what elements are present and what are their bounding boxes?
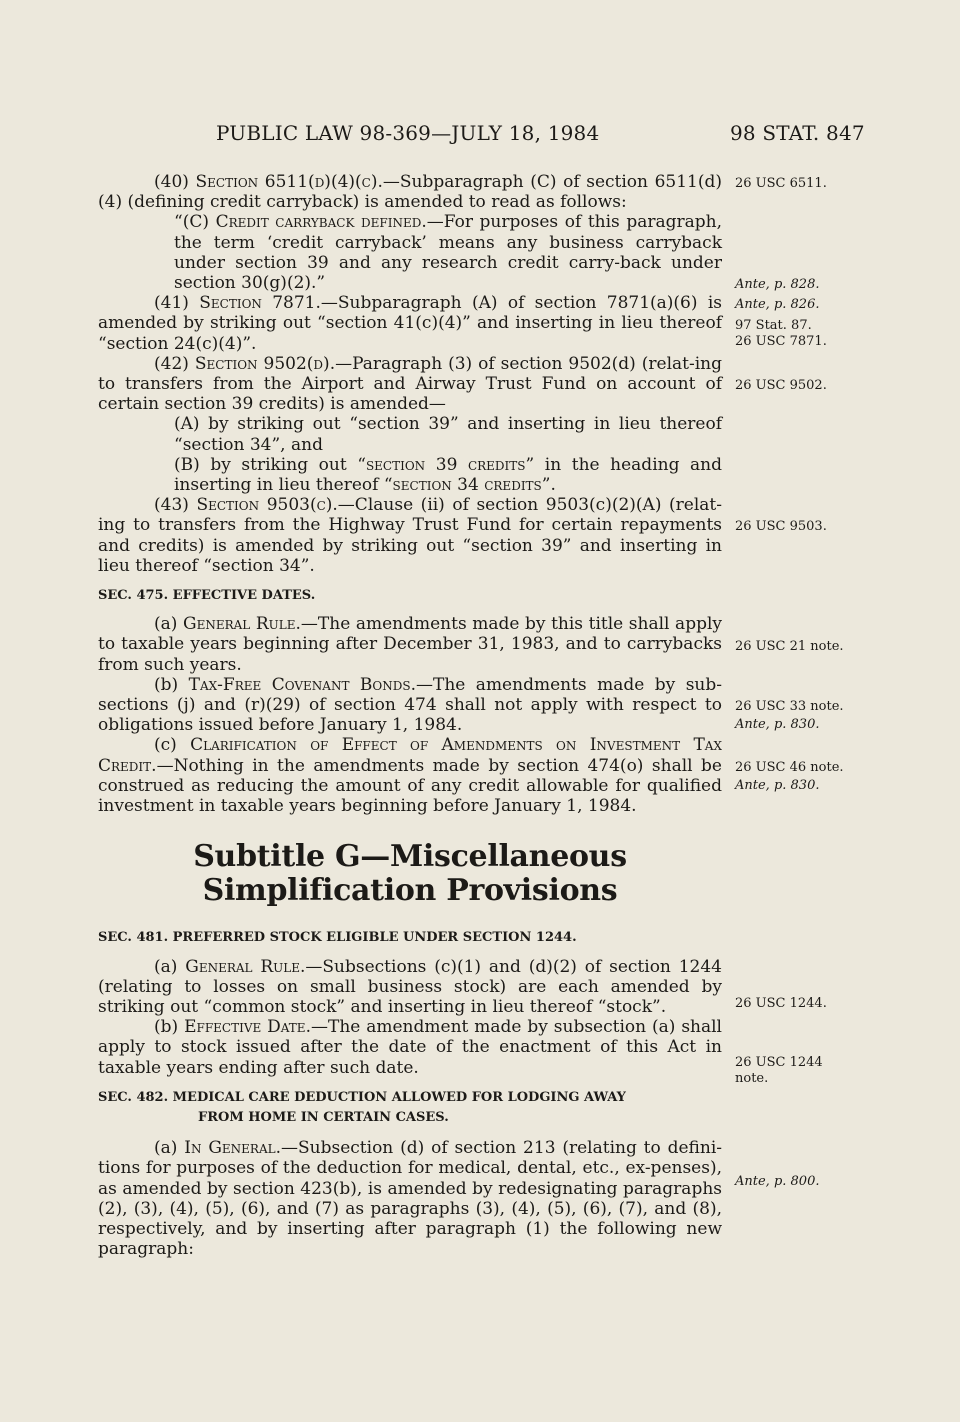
paragraph-40-quoted: “(C) Credit carryback defined.—For purposes of this paragraph, the term ‘credit carryback’ means any business carryback under section 39 and any research credit carry-back under section 30(g)(2).” (174, 212, 722, 294)
margin-note: note. (735, 1071, 769, 1086)
section-name: Section 9503(c) (196, 495, 333, 516)
paragraph-41: (41) Section 7871.—Subparagraph (A) of section 7871(a)(6) is amended by striking out “section 41(c)(4)” and inserting in lieu thereof “section 24(c)(4)”. (98, 293, 722, 354)
page-citation: 98 STAT. 847 (730, 121, 865, 145)
margin-note: Ante, p. 826. (735, 297, 820, 312)
margin-note: Ante, p. 830. (735, 778, 820, 793)
section-heading-475: SEC. 475. EFFECTIVE DATES. (98, 588, 316, 604)
section-481-b: (b) Effective Date.—The amendment made by subsection (a) shall apply to stock issued after the date of the enactment of this Act in taxable years ending after such date. (98, 1017, 722, 1078)
margin-note: 26 USC 9502. (735, 378, 827, 393)
margin-note: 97 Stat. 87. (735, 318, 812, 333)
paragraph-42-b: (B) by striking out “section 39 credits” in the heading and inserting in lieu thereof “section 34 credits”. (174, 454, 723, 496)
section-name: Section 7871 (199, 293, 316, 314)
paragraph-42: (42) Section 9502(d).—Paragraph (3) of section 9502(d) (relat-ing to transfers from the Airport and Airway Trust Fund on account of certain section 39 credits) is amended— (98, 353, 723, 415)
section-name: Credit carryback defined (215, 212, 422, 233)
margin-note: 26 USC 1244 (735, 1055, 823, 1070)
section-475-a: (a) General Rule.—The amendments made by this title shall apply to taxable years beginning after December 31, 1983, and to carrybacks from such years. (98, 614, 722, 675)
section-name: Section 9502(d) (194, 353, 330, 374)
margin-note: Ante, p. 800. (735, 1174, 820, 1189)
paragraph-42-a: (A) by striking out “section 39” and inserting in lieu thereof “section 34”, and (174, 414, 722, 455)
margin-note: Ante, p. 828. (735, 277, 820, 292)
section-482-a: (a) In General.—Subsection (d) of section 213 (relating to defini-tions for purposes of the deduction for medical, dental, etc., ex-penses), as amended by section 423(b), is amended by redesignating paragraphs (2), (3), (4), (5), (6), and (7) as paragraphs (3), (4), (5), (6), (7), and (8), respectively, and by inserting after paragraph (1) the following new paragraph: (98, 1138, 723, 1260)
section-475-c: (c) Clarification of Effect of Amendments on Investment Tax Credit.—Nothing in the amendments made by section 474(o) shall be construed as reducing the amount of any credit allowable for qualified investment in taxable years beginning before January 1, 1984. (98, 735, 722, 817)
section-475-b: (b) Tax-Free Covenant Bonds.—The amendments made by sub-sections (j) and (r)(29) of section 474 shall not apply with respect to obligations issued before January 1, 1984. (98, 674, 723, 736)
margin-note: 26 USC 1244. (735, 996, 827, 1011)
section-heading-482: SEC. 482. MEDICAL CARE DEDUCTION ALLOWED FOR LODGING AWAY (98, 1089, 626, 1105)
margin-note: 26 USC 33 note. (735, 699, 844, 714)
margin-note: 26 USC 46 note. (735, 760, 844, 775)
section-heading-482-continued: FROM HOME IN CERTAIN CASES. (198, 1109, 449, 1125)
main-text-column (98, 172, 722, 1259)
section-name: Section 6511(d)(4)(c) (195, 172, 378, 192)
margin-note: 26 USC 7871. (735, 334, 827, 349)
subtitle-heading: Subtitle G—Miscellaneous Simplification Provisions (193, 839, 627, 909)
margin-note: Ante, p. 830. (735, 717, 820, 732)
running-header: PUBLIC LAW 98-369—JULY 18, 1984 (216, 121, 600, 145)
paragraph-40: (40) Section 6511(d)(4)(c).—Subparagraph (C) of section 6511(d)(4) (defining credit carryback) is amended to read as follows: (98, 172, 722, 213)
section-481-a: (a) General Rule.—Subsections (c)(1) and (d)(2) of section 1244 (relating to losses on small business stock) are each amended by striking out “common stock” and inserting in lieu thereof “stock”. (98, 956, 722, 1017)
paragraph-43: (43) Section 9503(c).—Clause (ii) of section 9503(c)(2)(A) (relat-ing to transfers from the Highway Trust Fund for certain repayments and credits) is amended by striking out “section 39” and inserting in lieu thereof “section 34”. (98, 495, 722, 576)
margin-note: 26 USC 6511. (735, 176, 827, 191)
margin-note: 26 USC 21 note. (735, 639, 844, 654)
margin-note: 26 USC 9503. (735, 519, 827, 534)
section-heading-481: SEC. 481. PREFERRED STOCK ELIGIBLE UNDER SECTION 1244. (98, 930, 577, 946)
